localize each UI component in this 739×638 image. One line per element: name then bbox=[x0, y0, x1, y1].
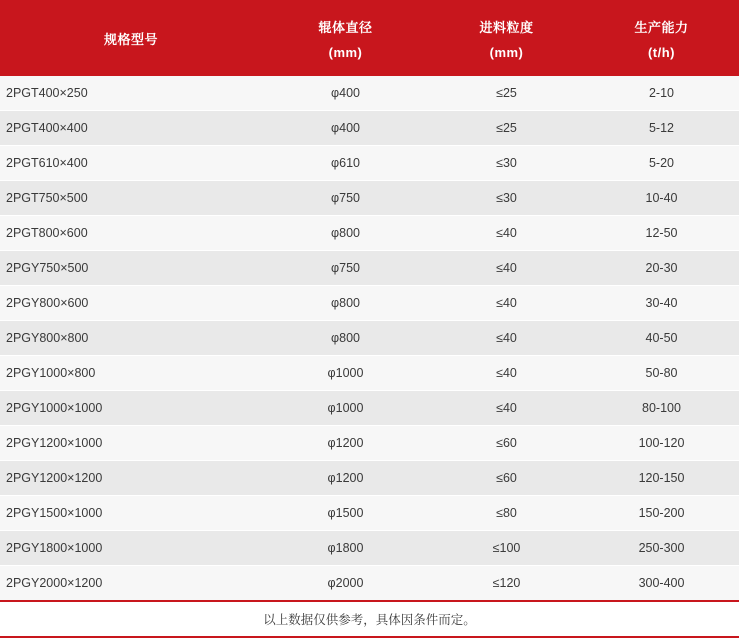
table-row bbox=[0, 531, 739, 566]
cell-capacity: 300-400 bbox=[584, 566, 739, 602]
table-row bbox=[0, 391, 739, 426]
cell-feed-size: ≤30 bbox=[429, 181, 584, 216]
cell-diameter: φ400 bbox=[262, 76, 429, 111]
cell-feed-size: ≤25 bbox=[429, 76, 584, 111]
cell-capacity: 100-120 bbox=[584, 426, 739, 461]
cell-diameter: φ800 bbox=[262, 216, 429, 251]
column-header-diameter-unit: (mm) bbox=[328, 44, 363, 60]
cell-feed-size: ≤40 bbox=[429, 251, 584, 286]
cell-model: 2PGT400×400 bbox=[0, 111, 262, 146]
cell-capacity: 20-30 bbox=[584, 251, 739, 286]
cell-capacity: 40-50 bbox=[584, 321, 739, 356]
cell-feed-size: ≤40 bbox=[429, 321, 584, 356]
cell-model: 2PGT750×500 bbox=[0, 181, 262, 216]
table-header bbox=[0, 0, 739, 76]
cell-feed-size: ≤120 bbox=[429, 566, 584, 602]
cell-model: 2PGY1800×1000 bbox=[0, 531, 262, 566]
cell-feed-size: ≤40 bbox=[429, 286, 584, 321]
cell-model: 2PGY1200×1000 bbox=[0, 426, 262, 461]
cell-feed-size: ≤40 bbox=[429, 356, 584, 391]
cell-diameter: φ1200 bbox=[262, 461, 429, 496]
table-row bbox=[0, 181, 739, 216]
cell-capacity: 120-150 bbox=[584, 461, 739, 496]
cell-diameter: φ1200 bbox=[262, 426, 429, 461]
footnote-text: 以上数据仅供参考，具体因条件而定。 bbox=[0, 601, 739, 637]
cell-model: 2PGT610×400 bbox=[0, 146, 262, 181]
cell-model: 2PGY800×600 bbox=[0, 286, 262, 321]
cell-capacity: 250-300 bbox=[584, 531, 739, 566]
column-header-capacity-unit: (t/h) bbox=[647, 44, 676, 60]
cell-feed-size: ≤25 bbox=[429, 111, 584, 146]
column-header-feed-size-unit: (mm) bbox=[489, 44, 524, 60]
cell-diameter: φ1000 bbox=[262, 356, 429, 391]
cell-feed-size: ≤100 bbox=[429, 531, 584, 566]
cell-model: 2PGY1000×1000 bbox=[0, 391, 262, 426]
cell-feed-size: ≤30 bbox=[429, 146, 584, 181]
column-header-model-title: 规格型号 bbox=[103, 31, 158, 47]
cell-diameter: φ800 bbox=[262, 321, 429, 356]
table-row bbox=[0, 566, 739, 602]
cell-model: 2PGT800×600 bbox=[0, 216, 262, 251]
cell-feed-size: ≤80 bbox=[429, 496, 584, 531]
column-header-diameter-title: 辊体直径 bbox=[318, 19, 373, 35]
cell-capacity: 30-40 bbox=[584, 286, 739, 321]
table-row bbox=[0, 111, 739, 146]
table-row bbox=[0, 426, 739, 461]
cell-model: 2PGY750×500 bbox=[0, 251, 262, 286]
cell-diameter: φ1500 bbox=[262, 496, 429, 531]
column-header-feed-size bbox=[429, 0, 584, 76]
cell-capacity: 80-100 bbox=[584, 391, 739, 426]
table-row bbox=[0, 216, 739, 251]
cell-model: 2PGY800×800 bbox=[0, 321, 262, 356]
cell-diameter: φ750 bbox=[262, 251, 429, 286]
cell-capacity: 50-80 bbox=[584, 356, 739, 391]
cell-feed-size: ≤40 bbox=[429, 216, 584, 251]
cell-model: 2PGY1500×1000 bbox=[0, 496, 262, 531]
cell-diameter: φ610 bbox=[262, 146, 429, 181]
cell-diameter: φ1000 bbox=[262, 391, 429, 426]
cell-model: 2PGY1000×800 bbox=[0, 356, 262, 391]
cell-diameter: φ1800 bbox=[262, 531, 429, 566]
column-header-capacity-title: 生产能力 bbox=[634, 19, 689, 35]
cell-feed-size: ≤60 bbox=[429, 426, 584, 461]
table-body bbox=[0, 76, 739, 601]
table-row bbox=[0, 496, 739, 531]
cell-capacity: 2-10 bbox=[584, 76, 739, 111]
cell-capacity: 10-40 bbox=[584, 181, 739, 216]
cell-model: 2PGT400×250 bbox=[0, 76, 262, 111]
cell-diameter: φ2000 bbox=[262, 566, 429, 602]
cell-feed-size: ≤60 bbox=[429, 461, 584, 496]
column-header-feed-size-title: 进料粒度 bbox=[479, 19, 534, 35]
column-header-diameter bbox=[262, 0, 429, 76]
cell-diameter: φ750 bbox=[262, 181, 429, 216]
table-row bbox=[0, 251, 739, 286]
table-footer bbox=[0, 601, 739, 637]
column-header-capacity bbox=[584, 0, 739, 76]
cell-model: 2PGY2000×1200 bbox=[0, 566, 262, 602]
table-row bbox=[0, 461, 739, 496]
table-row bbox=[0, 286, 739, 321]
cell-model: 2PGY1200×1200 bbox=[0, 461, 262, 496]
column-header-model bbox=[0, 0, 262, 76]
table-row bbox=[0, 356, 739, 391]
cell-capacity: 5-20 bbox=[584, 146, 739, 181]
cell-capacity: 12-50 bbox=[584, 216, 739, 251]
cell-capacity: 5-12 bbox=[584, 111, 739, 146]
footnote-row bbox=[0, 601, 739, 637]
table-row bbox=[0, 76, 739, 111]
cell-capacity: 150-200 bbox=[584, 496, 739, 531]
table-row bbox=[0, 321, 739, 356]
cell-diameter: φ400 bbox=[262, 111, 429, 146]
table-row bbox=[0, 146, 739, 181]
header-row bbox=[0, 0, 739, 76]
cell-feed-size: ≤40 bbox=[429, 391, 584, 426]
cell-diameter: φ800 bbox=[262, 286, 429, 321]
